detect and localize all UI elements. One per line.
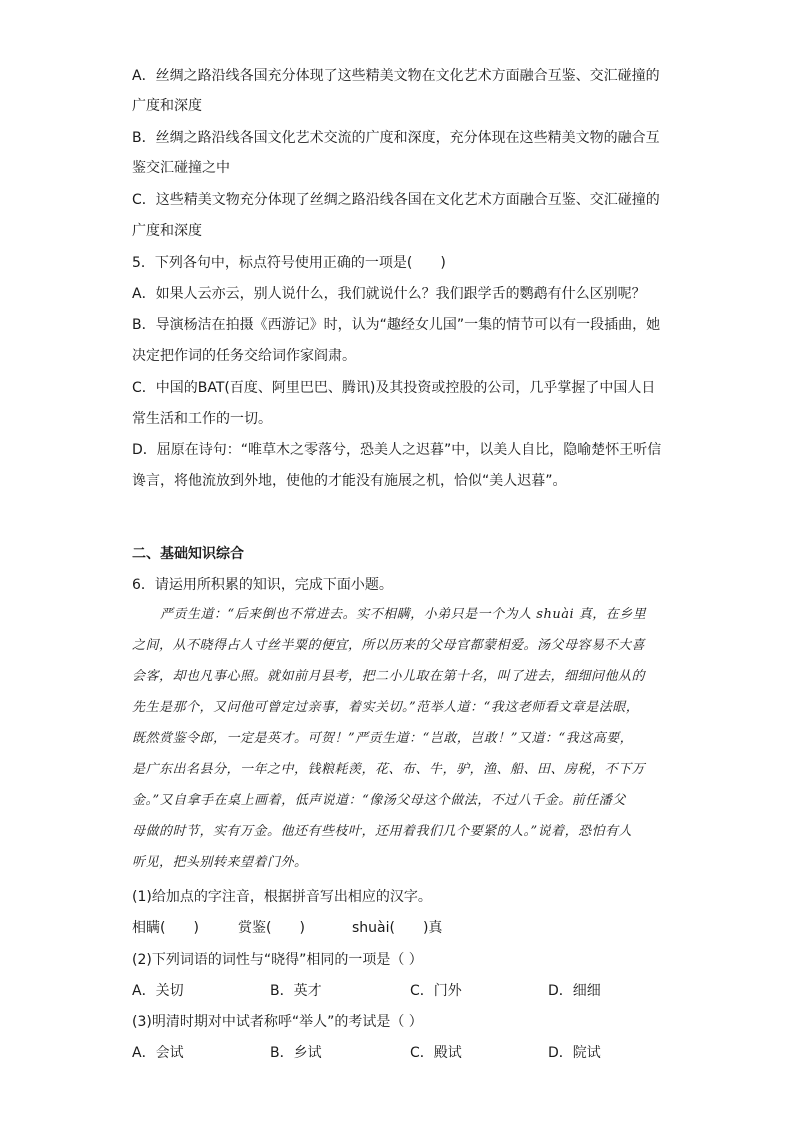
sub3-option-d: D．院试 [548, 1045, 601, 1061]
sub1-item-shangjian: 赏鉴( ) [238, 920, 305, 936]
q5-option-b-line2: 决定把作词的任务交给词作家阎肃。 [132, 348, 356, 364]
passage-line: 之间，从不晓得占人寸丝半粟的便宜，所以历来的父母官都蒙相爱。汤父母容易不大喜 [132, 638, 646, 653]
q4-option-c-line1: C．这些精美文物充分体现了丝绸之路沿线各国在文化艺术方面融合互鉴、交汇碰撞的 [132, 192, 660, 208]
passage-line: 会客，却也凡事心照。就如前月县考，把二小儿取在第十名，叫了进去，细细问他从的 [132, 669, 646, 684]
q5-option-d-line2: 谗言，将他流放到外地，使他的才能没有施展之机，恰似“美人迟暮”。 [132, 473, 567, 489]
sub2-option-a: A．关切 [132, 983, 184, 999]
sub2-option-b: B．英才 [270, 983, 322, 999]
passage-line: 金。”又自拿手在桌上画着，低声说道：“像汤父母这个做法，不过八千金。前任潘父 [132, 793, 626, 808]
passage-line: 是广东出名县分，一年之中，钱粮耗羡，花、布、牛，驴，渔、船、田、房税，不下万 [132, 762, 646, 777]
sub-question-2: (2)下列词语的词性与“晓得”相同的一项是（ ） [132, 952, 423, 968]
q5-option-b-line1: B．导演杨洁在拍摄《西游记》时，认为“趣经女儿国”一集的情节可以有一段插曲，她 [132, 317, 661, 333]
sub1-item-shuai: shuài( )真 [352, 920, 443, 936]
sub2-option-d: D．细细 [548, 983, 601, 999]
q4-option-a-line1: A．丝绸之路沿线各国充分体现了这些精美文物在文化艺术方面融合互鉴、交汇碰撞的 [132, 68, 660, 84]
section-heading: 二、基础知识综合 [132, 546, 244, 562]
q5-stem: 5．下列各句中，标点符号使用正确的一项是( ) [132, 255, 446, 271]
passage-line: 先生是那个，又问他可曾定过亲事，着实关切。”范举人道：“我这老师看文章是法眼， [132, 700, 640, 715]
q4-option-a-line2: 广度和深度 [132, 98, 202, 114]
sub-question-3: (3)明清时期对中试者称呼“举人”的考试是（ ） [132, 1014, 423, 1030]
passage-line: 既然赏鉴令郎，一定是英才。可贺！”严贡生道：“岂敢，岂敢！”又道：“我这高要， [132, 731, 634, 746]
passage-line: 母做的时节，实有万金。他还有些枝叶，还用着我们几个要紧的人。”说着，恐怕有人 [132, 824, 633, 839]
passage-line: 严贡生道：“后来倒也不常进去。实不相瞒，小弟只是一个为人 shuài 真，在乡里 [160, 607, 647, 622]
q5-option-a: A．如果人云亦云，别人说什么，我们就说什么？我们跟学舌的鹦鹉有什么区别呢？ [132, 286, 646, 302]
q5-option-c-line1: C．中国的BAT(百度、阿里巴巴、腾讯)及其投资或控股的公司，几乎掌握了中国人日 [132, 380, 656, 396]
sub1-item-xiangman: 相瞒( ) [132, 920, 199, 936]
sub-question-1: (1)给加点的字注音，根据拼音写出相应的汉字。 [132, 889, 432, 905]
sub2-option-c: C．门外 [410, 983, 462, 999]
q4-option-c-line2: 广度和深度 [132, 223, 202, 239]
sub3-option-a: A．会试 [132, 1045, 184, 1061]
q6-stem: 6．请运用所积累的知识，完成下面小题。 [132, 577, 393, 593]
q5-option-d-line1: D．屈原在诗句：“唯草木之零落兮，恐美人之迟暮”中，以美人自比，隐喻楚怀王听信 [132, 442, 662, 458]
sub3-option-c: C．殿试 [410, 1045, 462, 1061]
q4-option-b-line1: B．丝绸之路沿线各国文化艺术交流的广度和深度，充分体现在这些精美文物的融合互 [132, 130, 660, 146]
q5-option-c-line2: 常生活和工作的一切。 [132, 411, 272, 427]
passage-line: 听见，把头别转来望着门外。 [132, 855, 308, 870]
sub3-option-b: B．乡试 [270, 1045, 322, 1061]
q4-option-b-line2: 鉴交汇碰撞之中 [132, 160, 230, 176]
